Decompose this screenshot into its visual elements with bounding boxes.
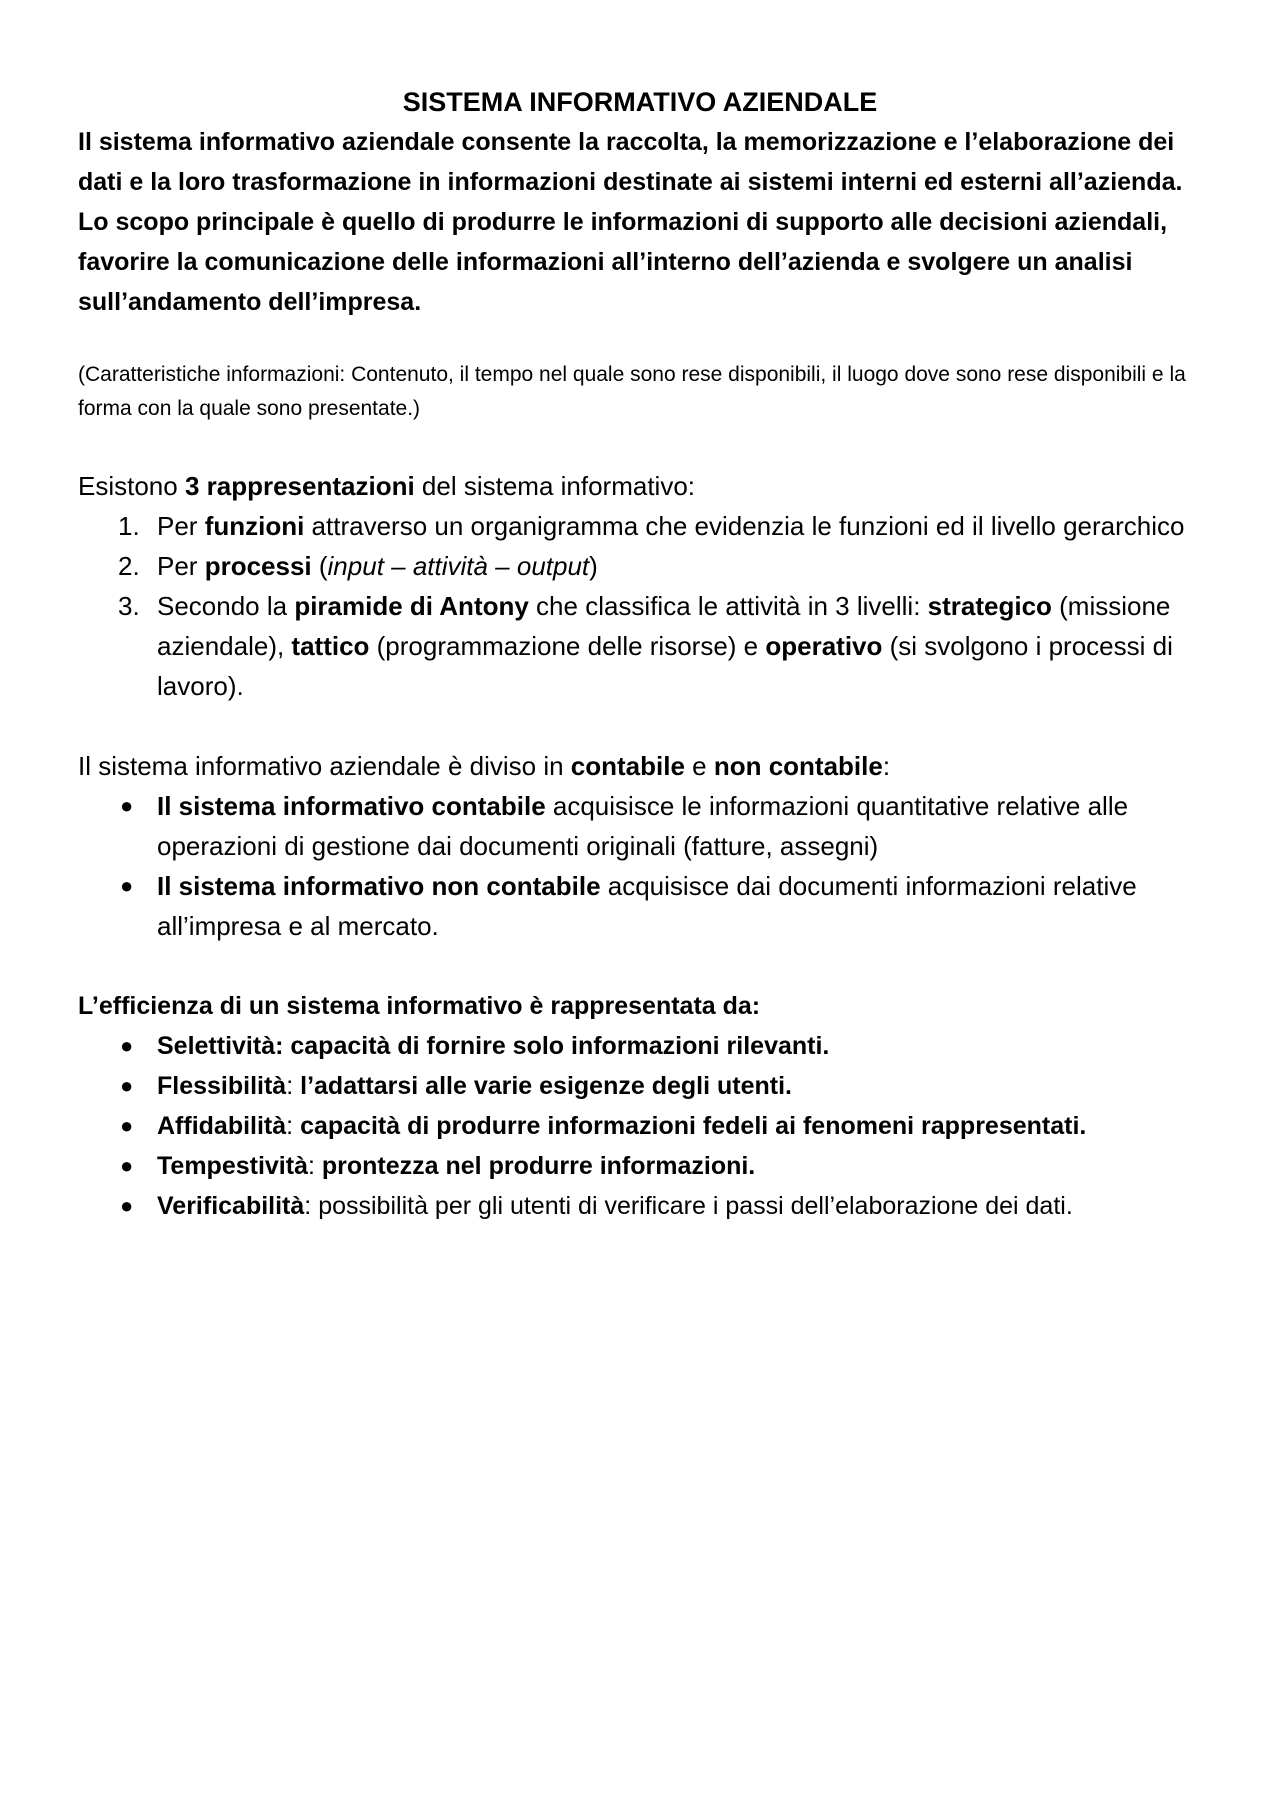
representation-item-text: che classifica le attività in 3 livelli:	[528, 591, 928, 621]
bullet-icon: ●	[120, 1193, 134, 1218]
representation-item-text: tattico	[291, 631, 370, 661]
division-lead	[78, 746, 1202, 786]
representation-item	[78, 586, 1202, 706]
representation-item-text: strategico	[927, 591, 1052, 621]
representations-lead-suffix: del sistema informativo:	[414, 471, 696, 501]
bullet-icon: ●	[120, 1153, 134, 1178]
representations-lead	[78, 466, 1202, 506]
division-lead-bold-2: non contabile	[713, 751, 883, 781]
representation-item-text: Per	[157, 511, 205, 541]
bullet-icon: ●	[120, 1033, 134, 1058]
representation-item-text: operativo	[765, 631, 883, 661]
efficiency-item	[78, 1146, 1202, 1186]
bullet-icon: ●	[120, 1113, 134, 1138]
division-item	[78, 866, 1202, 946]
note-paragraph: (Caratteristiche informazioni: Contenuto, il tempo nel quale sono rese disponibili, il luogo dove sono rese disponibili e la forma con la quale sono presentate.)	[78, 363, 1186, 420]
representation-item-text: funzioni	[204, 511, 305, 541]
efficiency-item-text: Flessibilità	[157, 1072, 287, 1100]
efficiency-item	[78, 1026, 1202, 1066]
efficiency-item-text: :	[286, 1072, 301, 1100]
efficiency-item-text: Tempestività	[157, 1152, 308, 1180]
efficiency-item	[78, 1186, 1202, 1226]
division-lead-bold-1: contabile	[570, 751, 685, 781]
representation-item-text: piramide di Antony	[294, 591, 529, 621]
representations-lead-prefix: Esistono	[78, 471, 185, 501]
intro-paragraph-1: Il sistema informativo aziendale consente la raccolta, la memorizzazione e l’elaborazione dei dati e la loro trasformazione in informazioni destinate ai sistemi interni ed esterni all’azienda.	[78, 128, 1183, 196]
representations-lead-bold: 3 rappresentazioni	[184, 471, 415, 501]
representation-item-text: Secondo la	[157, 591, 295, 621]
representation-item-text: Per	[157, 551, 205, 581]
representation-item-text: (si svolgono i processi di lavoro).	[157, 631, 1173, 701]
page-title: SISTEMA INFORMATIVO AZIENDALE	[402, 87, 878, 117]
representation-item-text: (programmazione delle risorse) e	[369, 631, 766, 661]
representation-item-text: (missione aziendale),	[157, 591, 1171, 661]
representation-item-text: input – attività – output	[327, 551, 590, 581]
efficiency-item-text: Affidabilità	[157, 1112, 287, 1140]
division-lead-mid: e	[684, 751, 714, 781]
list-number: 1.	[118, 511, 140, 541]
representation-item-text: processi	[204, 551, 312, 581]
representation-item-text: )	[589, 551, 598, 581]
representation-item-text: (	[311, 551, 328, 581]
list-number: 3.	[118, 591, 140, 621]
efficiency-item-text: Verificabilità	[157, 1192, 305, 1220]
division-item-text: Il sistema informativo non contabile	[157, 871, 601, 901]
division-lead-suffix: :	[882, 751, 891, 781]
efficiency-list	[78, 1026, 1202, 1226]
efficiency-item-text: :	[307, 1152, 322, 1180]
efficiency-item-text: prontezza nel produrre informazioni.	[321, 1152, 756, 1180]
efficiency-item-text: capacità di produrre informazioni fedeli ai fenomeni rappresentati.	[300, 1112, 1087, 1140]
efficiency-item-text: Selettività: capacità di fornire solo informazioni rilevanti.	[157, 1032, 830, 1060]
division-item-text: acquisisce le informazioni quantitative relative alle operazioni di gestione dai documenti originali (fatture, assegni)	[157, 791, 1129, 861]
division-item-text: acquisisce dai documenti informazioni relative all’impresa e al mercato.	[157, 871, 1137, 941]
bullet-icon: ●	[120, 873, 134, 898]
division-item	[78, 786, 1202, 866]
document-page	[78, 82, 1202, 1226]
efficiency-item-text: : possibilità per gli utenti di verificare i passi dell’elaborazione dei dati.	[304, 1192, 1073, 1220]
list-number: 2.	[118, 551, 140, 581]
representations-list	[78, 506, 1202, 706]
efficiency-item-text: l’adattarsi alle varie esigenze degli utenti.	[300, 1072, 792, 1100]
efficiency-item	[78, 1106, 1202, 1146]
division-lead-prefix: Il sistema informativo aziendale è diviso in	[78, 751, 571, 781]
representation-item	[78, 546, 1202, 586]
representation-item-text: attraverso un organigramma che evidenzia le funzioni ed il livello gerarchico	[304, 511, 1185, 541]
efficiency-title: L’efficienza di un sistema informativo è rappresentata da:	[78, 992, 761, 1020]
efficiency-item	[78, 1066, 1202, 1106]
division-list	[78, 786, 1202, 946]
bullet-icon: ●	[120, 793, 134, 818]
efficiency-item-text: :	[286, 1112, 301, 1140]
bullet-icon: ●	[120, 1073, 134, 1098]
intro-paragraph-2: Lo scopo principale è quello di produrre le informazioni di supporto alle decisioni aziendali, favorire la comunicazione delle informazioni all’interno dell’azienda e svolgere un analisi sull’andamento dell’impresa.	[78, 208, 1168, 316]
division-item-text: Il sistema informativo contabile	[157, 791, 546, 821]
representation-item	[78, 506, 1202, 546]
